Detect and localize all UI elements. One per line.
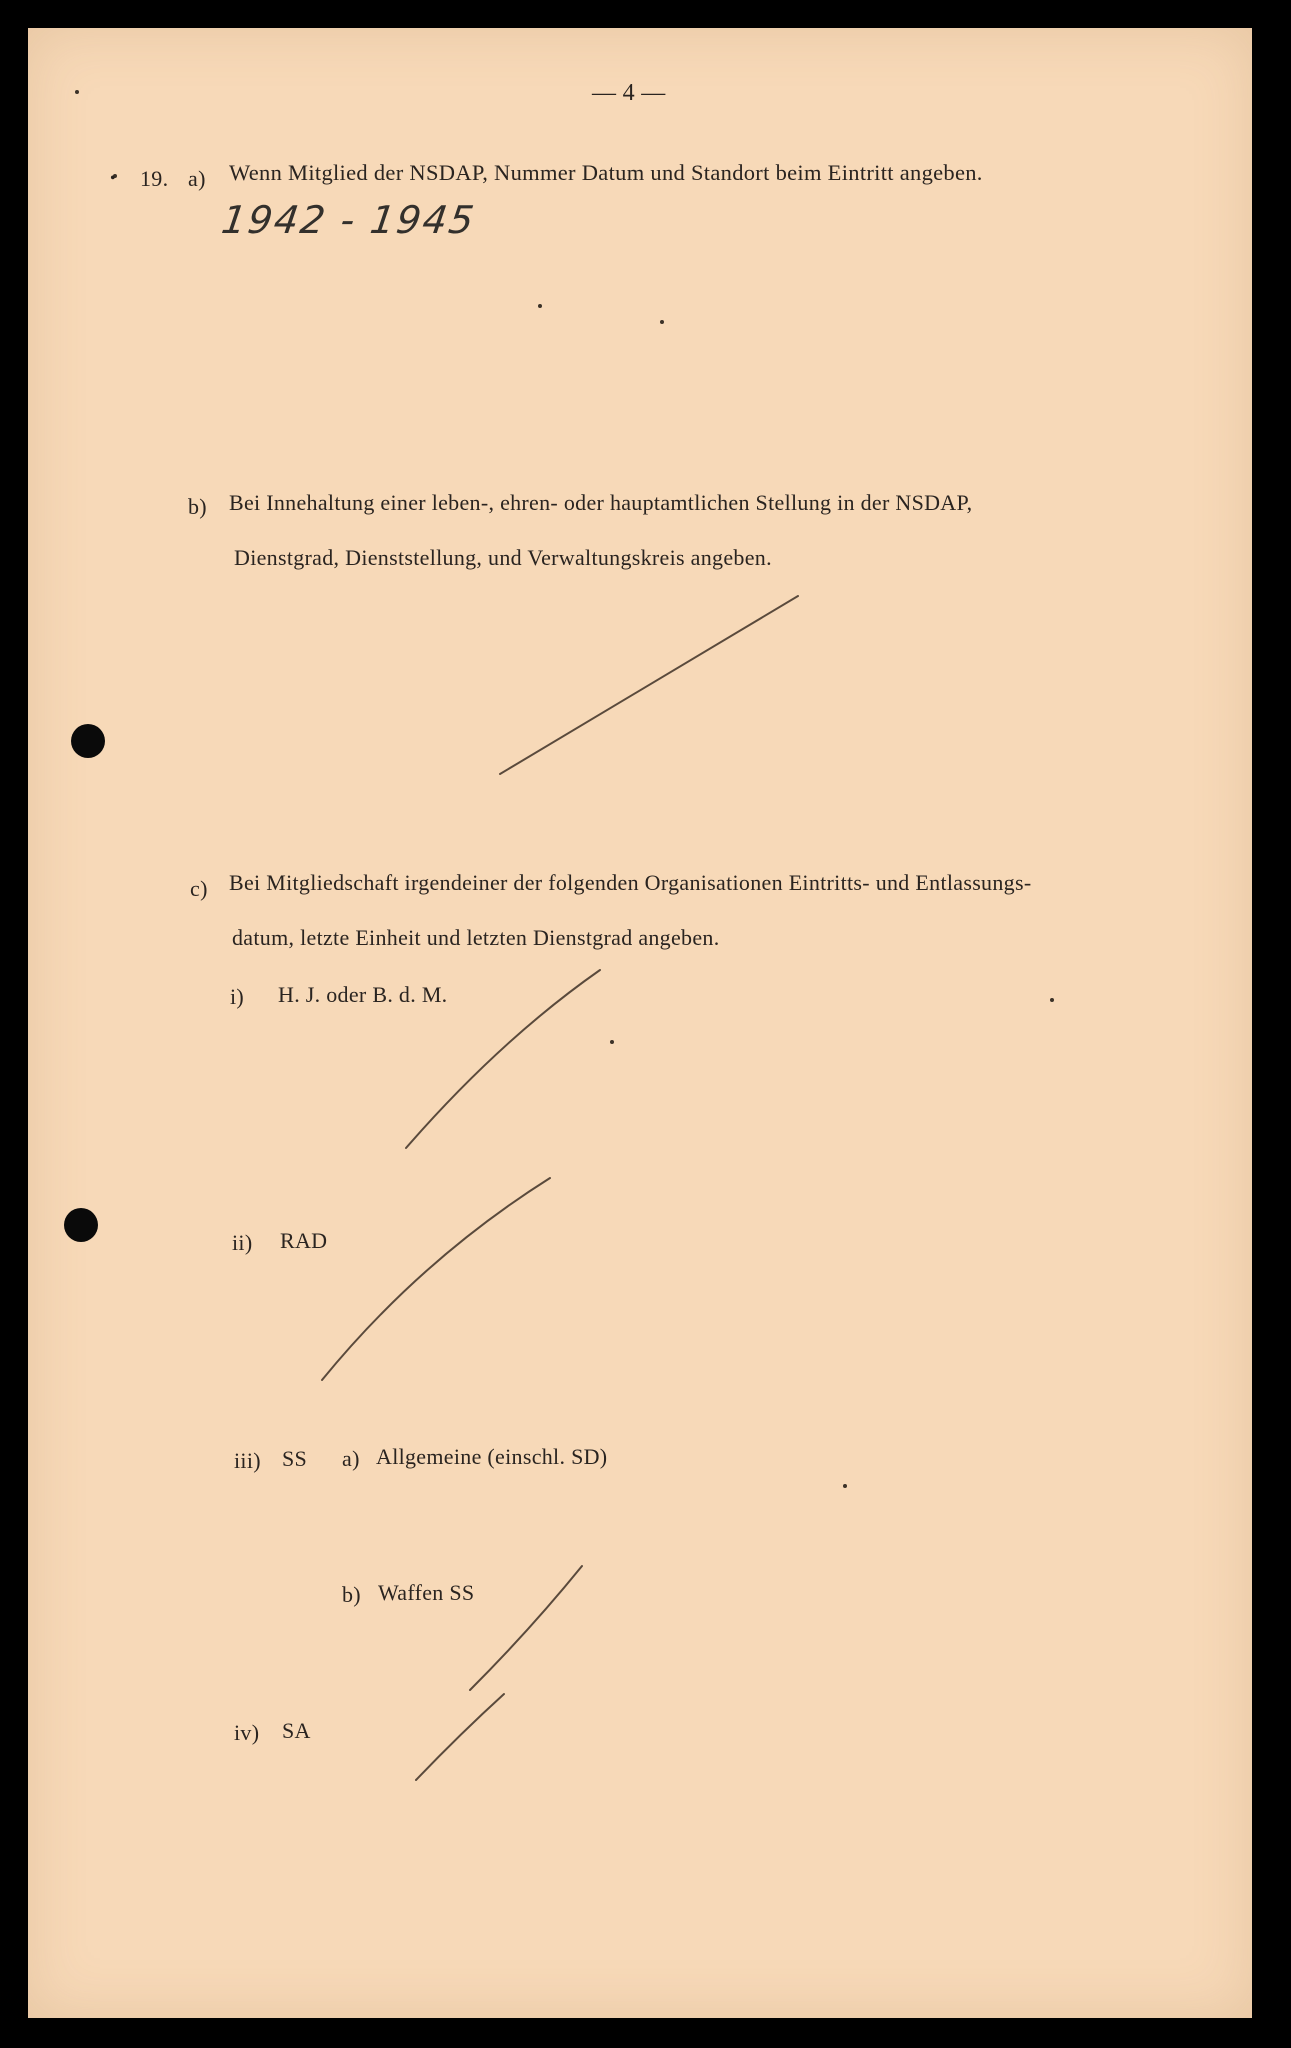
document-page — [28, 28, 1252, 2018]
item-a-text: Wenn Mitglied der NSDAP, Nummer Datum und Standort beim Eintritt angeben. — [229, 160, 983, 185]
sub-iii-label: iii) — [234, 1448, 261, 1473]
page-number: — 4 — — [592, 80, 666, 106]
sub-ii-label: ii) — [232, 1230, 253, 1255]
sub-iii-a-text: Allgemeine (einschl. SD) — [376, 1444, 608, 1469]
sub-iv-label: iv) — [234, 1720, 260, 1745]
sub-iii-b-label: b) — [342, 1582, 361, 1607]
sub-i-label: i) — [230, 984, 245, 1009]
sub-iii-text: SS — [282, 1446, 308, 1471]
paper-speck — [660, 320, 664, 324]
sub-iii-b-text: Waffen SS — [378, 1580, 475, 1605]
item-c-letter: c) — [190, 876, 208, 901]
punch-hole-top — [71, 724, 105, 758]
item-c-line1: Bei Mitgliedschaft irgendeiner der folgenden Organisationen Eintritts- und Entlassungs- — [229, 870, 1032, 895]
sub-iii-a-label: a) — [342, 1446, 360, 1471]
item-a-letter: a) — [188, 166, 206, 191]
item-b-line2: Dienstgrad, Dienststellung, und Verwaltungskreis angeben. — [234, 545, 772, 570]
sub-iv-text: SA — [282, 1718, 311, 1743]
handwritten-answer: 1942 - 1945 — [218, 198, 479, 242]
paper-speck — [610, 1040, 614, 1044]
sub-i-text: H. J. oder B. d. M. — [278, 982, 448, 1007]
item-b-line1: Bei Innehaltung einer leben-, ehren- oder hauptamtlichen Stellung in der NSDAP, — [229, 490, 973, 515]
paper-speck — [538, 304, 542, 308]
punch-hole-bottom — [64, 1208, 98, 1242]
section-number: 19. — [140, 166, 169, 191]
paper-speck — [1050, 998, 1054, 1002]
item-c-line2: datum, letzte Einheit und letzten Dienstgrad angeben. — [232, 925, 720, 950]
sub-ii-text: RAD — [280, 1228, 328, 1253]
bullet-marker: • — [110, 170, 116, 187]
item-b-letter: b) — [188, 494, 207, 519]
paper-speck — [75, 90, 79, 94]
paper-speck — [843, 1484, 847, 1488]
